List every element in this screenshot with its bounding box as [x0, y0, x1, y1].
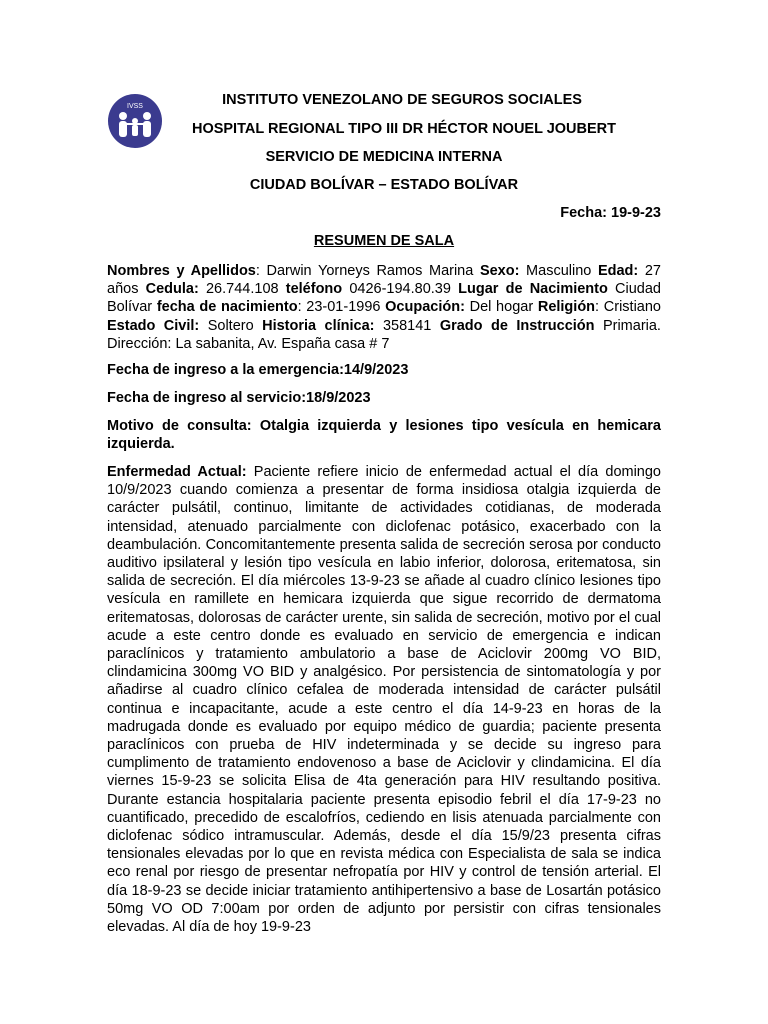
- header-hospital: HOSPITAL REGIONAL TIPO III DR HÉCTOR NOUEL JOUBERT: [191, 121, 617, 137]
- header-service: SERVICIO DE MEDICINA INTERNA: [265, 149, 503, 165]
- document-title: RESUMEN DE SALA: [313, 233, 455, 249]
- value-cedula: 26.744.108: [198, 281, 286, 298]
- text-enfermedad-actual: Paciente refiere inicio de enfermedad actual el día domingo 10/9/2023 cuando comienza a presentar de forma insidiosa otalgia izquierda de carácter pulsátil, continuo, limitante de actividades cotidianas, de moderada intensidad, atenuado parcialmente con diclofenac potásico, exacerbado con la deambulación. Concomitantemente presenta salida de secreción serosa por conducto auditivo ipsilateral y lesión tipo vesícula en labio inferior, dolorosa, eritematosa, sin salida de secreción. El día miércoles 13-9-23 se añade al cuadro clínico lesiones tipo vesícula en ramillete en hemicara izquierda que sigue recorrido de dermatoma eritematosas, dolorosas de carácter urente, sin salida de secreción, motivo por el cual acude a este centro donde es evaluado en servicio de emergencia e indican paraclínicos y tratamiento ambulatorio a base de Aciclovir 200mg VO BID, clindamicina 300mg VO BID y analgésico. Por persistencia de sintomatología y por añadirse al cuadro clínico cefalea de moderada intensidad de carácter pulsátil continua e incapacitante, acude a este centro el día 14-9-23 en horas de la madrugada donde es evaluado por equipo médico de guardia; paciente presenta paraclínicos con prueba de HIV indeterminada y se decide su ingreso para cumplimento de tratamiento endovenoso a base de Aciclovir y clindamicina. El día viernes 15-9-23 se solicita Elisa de 4ta generación para HIV resultando positiva. Durante estancia hospitalaria paciente presenta episodio febril el día 17-9-23 no cuantificado, precedido de escalofríos, cediendo en lisis atenuada parcialmente con diclofenac sódico intramuscular. Además, desde el día 15/9/23 presenta cifras tensionales elevadas por lo que en revista médica con Especialista de sala se indica eco renal por riesgo de presentar nefropatía por HIV y control de tensión arterial. El día 18-9-23 se decide iniciar tratamiento antihipertensivo a base de Losartán potásico 50mg VO OD 7:00am por orden de adjunto por persistir con cifras tensionales elevadas. Al día de hoy 19-9-23: [107, 464, 661, 936]
- label-fecha-nacimiento: fecha de nacimiento: [156, 299, 298, 316]
- value-grado-instruccion: Primaria. Dirección: La sabanita, Av. España casa # 7: [107, 317, 661, 352]
- value-estado-civil: Soltero: [199, 317, 263, 334]
- label-nombres: Nombres y Apellidos: [107, 263, 256, 279]
- patient-info: [107, 262, 661, 353]
- label-ocupacion: Ocupación:: [385, 299, 465, 316]
- value-fecha-nacimiento: : 23-01-1996: [297, 299, 386, 316]
- value-religion: : Cristiano: [595, 299, 661, 316]
- motivo-consulta: Motivo de consulta: Otalgia izquierda y lesiones tipo vesícula en hemicara izquierda.: [107, 418, 661, 453]
- label-grado-instruccion: Grado de Instrucción: [439, 317, 595, 334]
- logo-text: IVSS: [127, 103, 143, 110]
- value-lugar-nacimiento: Ciudad Bolívar: [107, 281, 661, 316]
- label-telefono: teléfono: [285, 281, 343, 298]
- value-telefono: 0426-194.80.39: [342, 281, 459, 298]
- fecha-ingreso-servicio: Fecha de ingreso al servicio:18/9/2023: [107, 390, 371, 406]
- label-edad: Edad:: [597, 263, 639, 279]
- fecha-ingreso-emergencia: Fecha de ingreso a la emergencia:14/9/2023: [107, 362, 409, 378]
- label-estado-civil: Estado Civil:: [107, 317, 200, 334]
- value-sexo: Masculino: [519, 263, 598, 279]
- header-city: CIUDAD BOLÍVAR – ESTADO BOLÍVAR: [249, 177, 519, 193]
- label-enfermedad-actual: Enfermedad Actual:: [107, 464, 247, 480]
- label-historia-clinica: Historia clínica:: [262, 317, 375, 334]
- document-date: Fecha: 19-9-23: [560, 205, 661, 221]
- enfermedad-actual: [107, 463, 661, 936]
- value-ocupacion: Del hogar: [464, 299, 538, 316]
- header-institute: INSTITUTO VENEZOLANO DE SEGUROS SOCIALES: [222, 92, 582, 108]
- label-religion: Religión: [537, 299, 596, 316]
- value-historia-clinica: 358141: [374, 317, 440, 334]
- label-cedula: Cedula:: [145, 281, 199, 298]
- value-edad: 27 años: [107, 263, 661, 298]
- label-sexo: Sexo:: [479, 263, 520, 279]
- value-nombres: : Darwin Yorneys Ramos Marina: [255, 263, 480, 279]
- label-lugar-nacimiento: Lugar de Nacimiento: [458, 281, 608, 298]
